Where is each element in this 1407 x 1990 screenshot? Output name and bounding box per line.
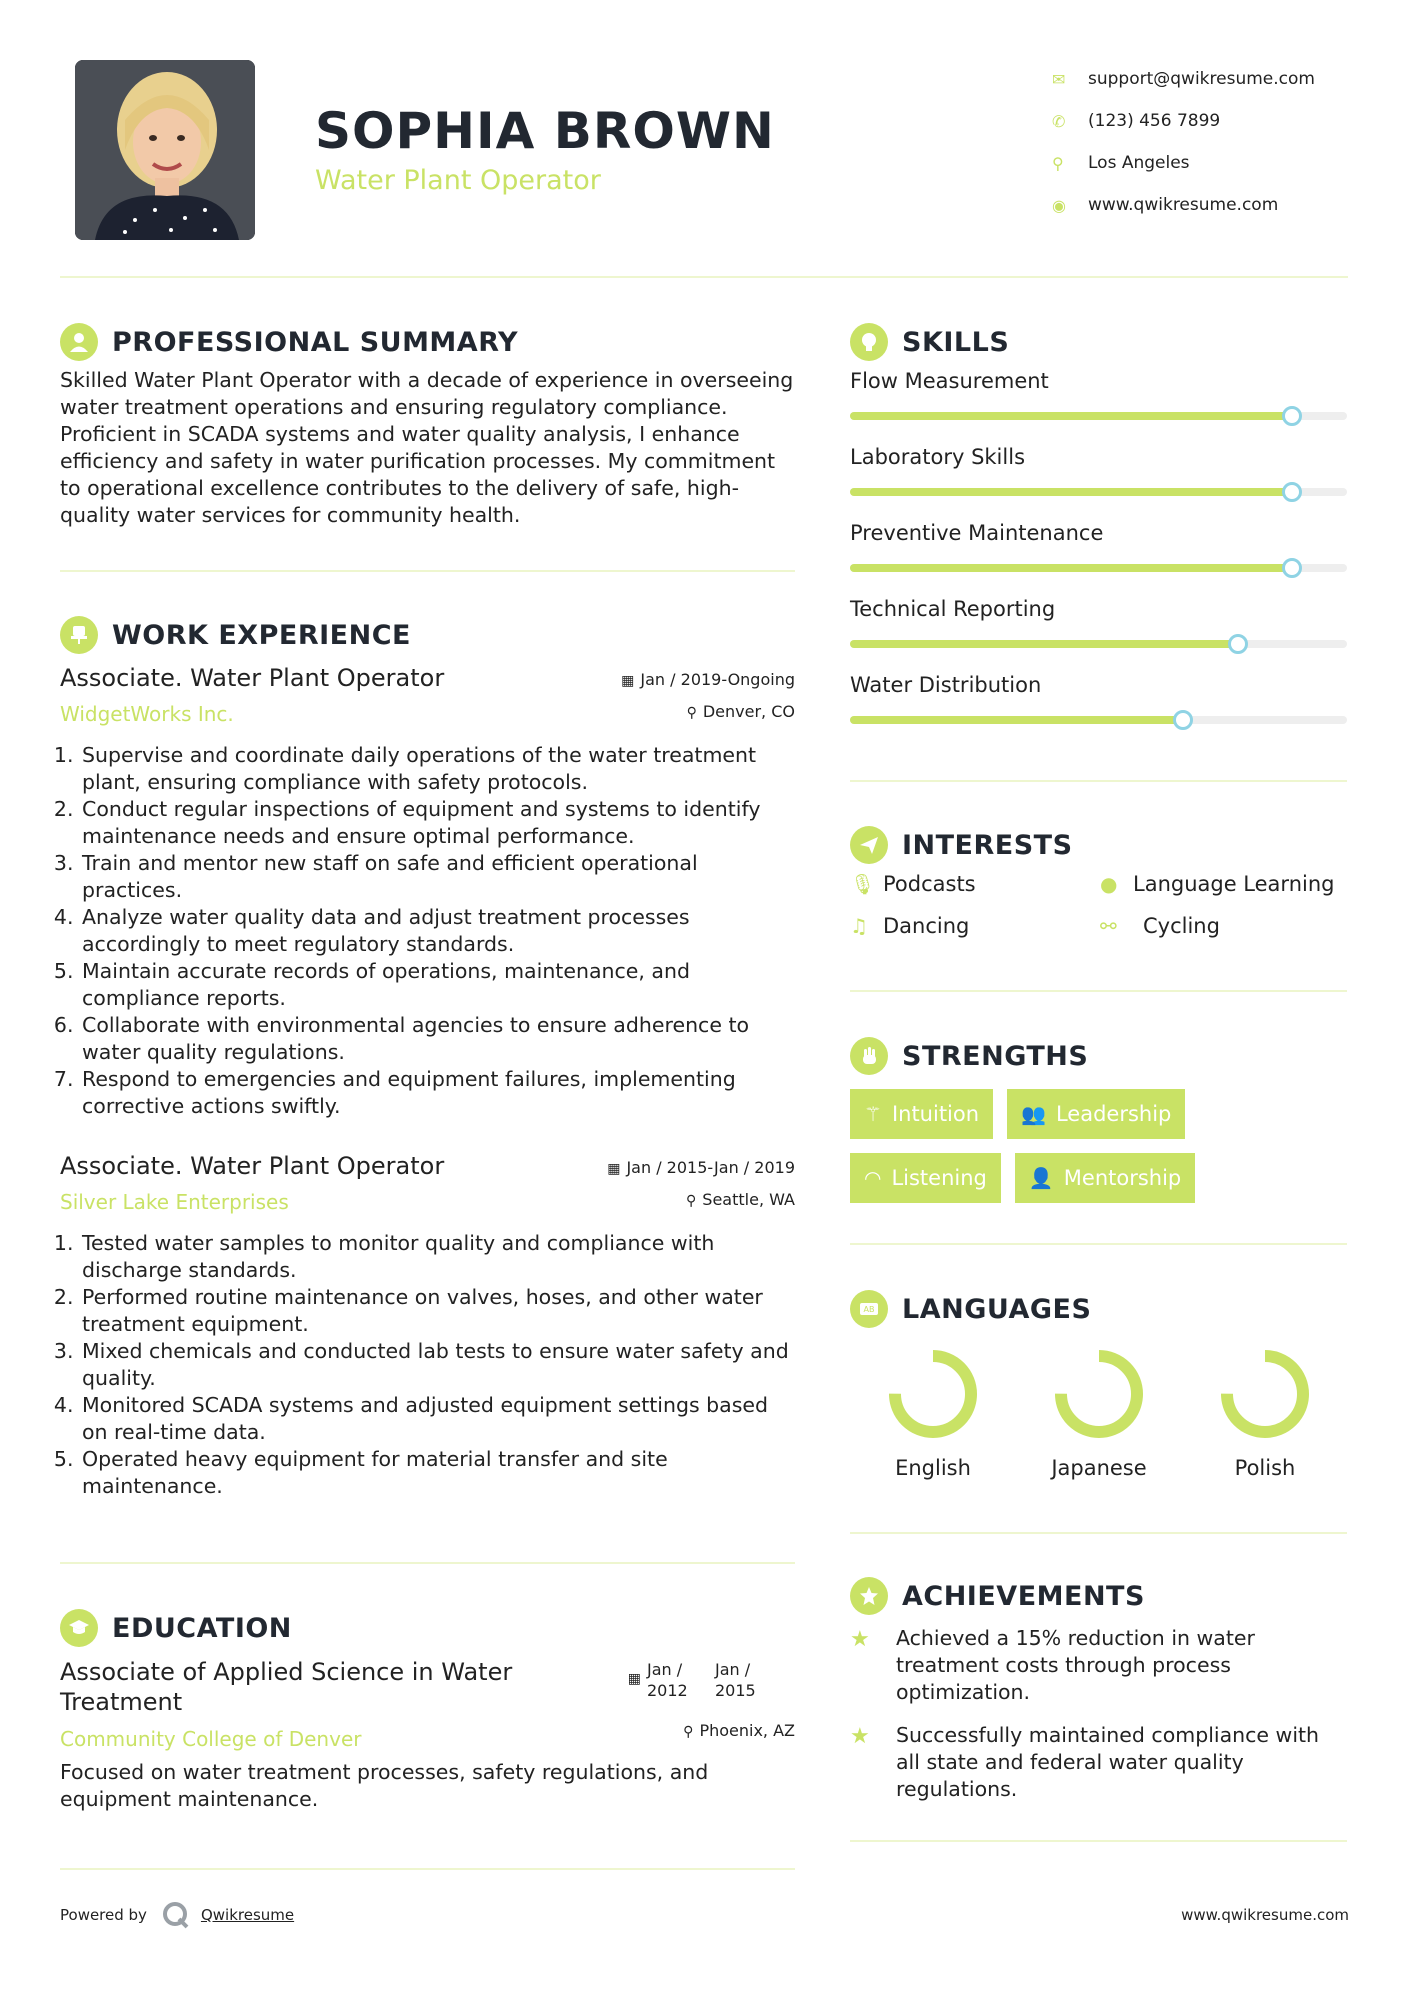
language-ring [1051,1346,1147,1442]
strengths-list [850,1089,1350,1203]
chair-icon [60,616,98,654]
skill-item [850,445,1350,521]
job-title: Associate. Water Plant Operator [60,664,445,692]
phone-icon: ✆ [1052,111,1066,131]
skill-bar [850,412,1347,420]
list-item: 2. Performed routine maintenance on valves, hoses, and other water treatment equipment. [80,1284,795,1338]
users-icon: 👥 [1021,1102,1046,1126]
divider [60,570,795,572]
skill-bar [850,488,1347,496]
education-dates [628,1659,767,1701]
skill-label: Laboratory Skills [850,445,1026,469]
skill-label: Technical Reporting [850,597,1056,621]
contact-phone-text: (123) 456 7899 [1088,111,1221,131]
music-icon: ♫ [850,914,868,938]
language-item [1016,1346,1182,1480]
education-title: EDUCATION [112,1612,292,1644]
list-item: 2. Conduct regular inspections of equipment and systems to identify maintenance needs and ensure optimal performance. [80,796,795,850]
languages-section [850,1290,1350,1480]
divider [850,780,1347,782]
skill-item [850,673,1350,749]
skill-bar-fill [850,412,1292,420]
footer-powered-by [60,1900,294,1930]
divider [850,990,1347,992]
divider [850,1243,1347,1245]
experience-title: WORK EXPERIENCE [112,619,411,651]
achievements-section [850,1577,1350,1819]
globe-icon: ● [1100,872,1118,896]
skill-bar-knob [1228,634,1248,654]
edu-end: Jan / 2015 [715,1660,756,1700]
contact-phone[interactable] [1050,100,1380,142]
svg-text:AB: AB [863,1305,875,1314]
candidate-role: Water Plant Operator [315,165,601,196]
divider [850,1840,1347,1842]
achievement-item [850,1625,1350,1706]
list-item: 4. Monitored SCADA systems and adjusted equipment settings based on real-time data. [80,1392,795,1446]
interests-title: INTERESTS [902,829,1073,861]
list-item: 5. Maintain accurate records of operations, maintenance, and compliance reports. [80,958,795,1012]
list-item: 7. Respond to emergencies and equipment failures, implementing corrective actions swiftly. [80,1066,795,1120]
skill-bar [850,640,1347,648]
lightbulb-icon [850,323,888,361]
brand-link[interactable]: Qwikresume [200,1906,295,1924]
job-dates: ▦ Jan / 2015-Jan / 2019 [607,1158,795,1177]
pin-icon: ⚲ [686,1193,697,1209]
map-pin-icon: ⚲ [1052,153,1064,173]
skill-label: Water Distribution [850,673,1042,697]
translate-icon [850,1290,888,1328]
divider [60,1562,795,1564]
list-item: 3. Mixed chemicals and conducted lab tests to ensure water safety and quality. [80,1338,795,1392]
language-label: English [895,1456,971,1480]
achievements-list [850,1625,1350,1803]
language-ring [1217,1346,1313,1442]
skill-bar [850,716,1347,724]
graduation-cap-icon [60,1609,98,1647]
skill-bar-knob [1282,482,1302,502]
hand-icon [850,1037,888,1075]
strength-tag: 👥 Leadership [1007,1089,1185,1139]
star-icon: ★ [850,1627,870,1652]
job-location: ⚲ Seattle, WA [686,1190,795,1209]
list-item: 6. Collaborate with environmental agencies to ensure adherence to water quality regulations. [80,1012,795,1066]
skill-bar-fill [850,564,1292,572]
microphone-icon: 🎙 [850,872,876,896]
job-company: WidgetWorks Inc. [60,702,234,726]
achievement-text: Achieved a 15% reduction in water treatment costs through process optimization. [896,1626,1255,1704]
job-duties [60,1230,795,1500]
star-badge-icon [850,1577,888,1615]
language-label: Japanese [1051,1456,1147,1480]
portrait-image [75,60,255,240]
pin-icon: ⚲ [683,1724,694,1740]
school-name: Community College of Denver [60,1727,362,1751]
list-item: 3. Train and mentor new staff on safe and efficient operational practices. [80,850,795,904]
skill-bar-fill [850,716,1183,724]
strength-tag: ◠ Listening [850,1153,1001,1203]
languages-list [850,1346,1350,1480]
summary-title: PROFESSIONAL SUMMARY [112,326,519,358]
summary-section [60,323,795,529]
magic-wand-icon: ⚚ [864,1102,882,1126]
calendar-icon: ▦ [627,1671,641,1687]
skill-bar-fill [850,488,1292,496]
skills-list [850,369,1350,749]
headphones-icon: ◠ [864,1166,882,1190]
paper-plane-icon [850,826,888,864]
skill-bar-knob [1282,558,1302,578]
skill-item [850,369,1350,445]
contact-list [1050,58,1380,226]
divider [60,1868,795,1870]
star-icon: ★ [850,1724,870,1749]
skill-label: Preventive Maintenance [850,521,1104,545]
contact-email[interactable] [1050,58,1380,100]
language-item [850,1346,1016,1480]
language-label: Polish [1234,1456,1296,1480]
list-item: 5. Operated heavy equipment for material transfer and site maintenance. [80,1446,795,1500]
language-item [1182,1346,1348,1480]
interest-item: 🎙 Podcasts [850,872,976,896]
language-level-arc [1061,1356,1137,1432]
interest-item: ● Language Learning [1100,872,1335,896]
job-location: ⚲ Denver, CO [686,702,795,721]
skill-label: Flow Measurement [850,369,1049,393]
list-item: 1. Tested water samples to monitor quality and compliance with discharge standards. [80,1230,795,1284]
language-level-arc [1227,1356,1303,1432]
education-section [60,1609,795,1813]
skill-bar [850,564,1347,572]
user-plus-icon: 👤 [1028,1166,1054,1190]
qwikresume-logo-icon [161,1900,191,1930]
edu-location: ⚲ Phoenix, AZ [683,1721,795,1740]
list-item: 1. Supervise and coordinate daily operations of the water treatment plant, ensuring compliance with safety protocols. [80,742,795,796]
strengths-title: STRENGTHS [902,1040,1089,1072]
degree-title: Associate of Applied Science in Water Treatment [60,1658,513,1716]
list-item: 4. Analyze water quality data and adjust treatment processes accordingly to meet regulatory standards. [80,904,795,958]
calendar-icon: ▦ [607,1161,621,1177]
summary-text: Skilled Water Plant Operator with a decade of experience in overseeing water treatment operations and ensuring regulatory compliance. Proficient in SCADA systems and water quality analysis, I enhance efficiency and safety in water purification processes. My commitment to operational excellence contributes to the delivery of safe, high-quality water services for community health. [60,368,794,527]
job-duties [60,742,795,1120]
language-ring [885,1346,981,1442]
achievement-text: Successfully maintained compliance with all state and federal water quality regulations. [896,1723,1320,1801]
strengths-section [850,1037,1350,1203]
contact-website-text: www.qwikresume.com [1088,195,1279,215]
interest-item: ♫ Dancing [850,914,970,938]
envelope-icon: ✉ [1052,69,1066,89]
skill-bar-fill [850,640,1238,648]
contact-website[interactable] [1050,184,1380,226]
job-entry [60,1152,795,1500]
languages-title: LANGUAGES [902,1293,1092,1325]
user-icon [60,323,98,361]
bicycle-icon: ⚯ [1100,914,1117,938]
job-entry [60,664,795,1120]
interest-item: ⚯ Cycling [1100,914,1220,938]
contact-location-text: Los Angeles [1088,153,1190,173]
job-company: Silver Lake Enterprises [60,1190,289,1214]
interests-list [850,872,1350,938]
job-title: Associate. Water Plant Operator [60,1152,445,1180]
header-divider [60,276,1348,278]
strength-tag: ⚚ Intuition [850,1089,993,1139]
achievements-title: ACHIEVEMENTS [902,1580,1145,1612]
calendar-icon: ▦ [621,673,635,689]
skills-section [850,323,1350,749]
experience-section [60,616,795,1500]
contact-email-text: support@qwikresume.com [1088,69,1315,89]
globe-icon: ◉ [1052,195,1066,215]
skill-bar-knob [1173,710,1193,730]
skill-item [850,521,1350,597]
profile-photo [75,60,255,240]
edu-start: Jan / 2012 [647,1660,688,1700]
powered-by-text: Powered by [60,1906,147,1924]
footer-site[interactable]: www.qwikresume.com [1181,1906,1349,1924]
strength-tag: 👤 Mentorship [1015,1153,1195,1203]
achievement-item [850,1722,1350,1803]
education-text: Focused on water treatment processes, safety regulations, and equipment maintenance. [60,1760,709,1811]
job-dates: ▦ Jan / 2019-Ongoing [621,670,795,689]
skill-item [850,597,1350,673]
pin-icon: ⚲ [686,705,697,721]
language-level-arc [895,1356,971,1432]
contact-location [1050,142,1380,184]
candidate-name: SOPHIA BROWN [315,102,775,160]
skill-bar-knob [1282,406,1302,426]
skills-title: SKILLS [902,326,1010,358]
divider [850,1532,1347,1534]
interests-section [850,826,1350,938]
